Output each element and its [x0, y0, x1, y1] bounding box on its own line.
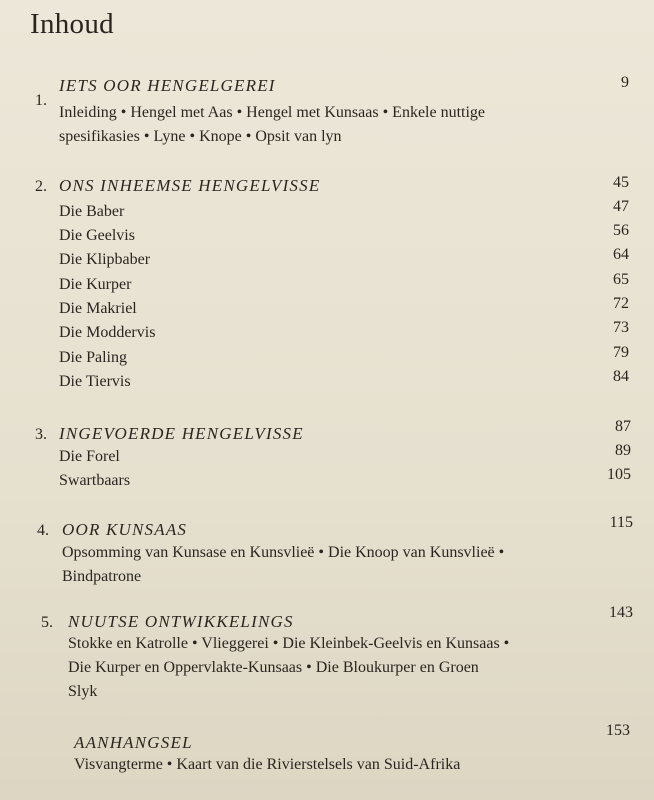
toc-entry-page: 56 — [613, 222, 629, 239]
section-line: Opsomming van Kunsase en Kunsvlieë • Die Knoop van Kunsvlieë • — [62, 544, 505, 561]
section-title: NUUTSE ONTWIKKELINGS — [68, 612, 294, 631]
section-line: Bindpatrone — [62, 568, 142, 585]
section-title: INGEVOERDE HENGELVISSE — [59, 424, 304, 443]
page-title: Inhoud — [30, 8, 114, 40]
toc-entry-label: Die Tiervis — [59, 373, 131, 390]
toc-entry-label: Die Makriel — [59, 300, 137, 317]
toc-entry-page: 84 — [613, 368, 629, 385]
section-line: Visvangterme • Kaart van die Rivierstelsels van Suid-Afrika — [74, 756, 461, 773]
section-title: ONS INHEEMSE HENGELVISSE — [59, 176, 321, 195]
toc-entry-label: Die Geelvis — [59, 227, 135, 244]
section-line: Die Kurper en Oppervlakte-Kunsaas • Die Bloukurper en Groen — [68, 659, 479, 676]
toc-entry-page: 64 — [613, 246, 629, 263]
section-title: IETS OOR HENGELGEREI — [59, 76, 276, 95]
toc-entry-page: 72 — [613, 295, 629, 312]
section-line: Slyk — [68, 683, 98, 700]
section-number: 1. — [35, 92, 47, 109]
section-page: 45 — [613, 174, 629, 191]
section-title: OOR KUNSAAS — [62, 520, 188, 539]
toc-entry-page: 47 — [613, 198, 629, 215]
toc-entry-page: 79 — [613, 344, 629, 361]
section-line: spesifikasies • Lyne • Knope • Opsit van lyn — [59, 128, 342, 145]
toc-entry-label: Die Kurper — [59, 276, 132, 293]
toc-entry-page: 65 — [613, 271, 629, 288]
section-page: 115 — [609, 514, 633, 531]
toc-entry-label: Die Baber — [59, 203, 125, 220]
section-line: Inleiding • Hengel met Aas • Hengel met Kunsaas • Enkele nuttige — [59, 104, 486, 121]
toc-entry-label: Die Klipbaber — [59, 251, 151, 268]
section-number: 2. — [35, 178, 47, 195]
section-page: 143 — [609, 604, 633, 621]
section-page: 87 — [615, 418, 631, 435]
toc-entry-label: Swartbaars — [59, 472, 131, 489]
section-page: 9 — [621, 74, 629, 91]
toc-entry-page: 105 — [607, 466, 631, 483]
section-page: 153 — [606, 722, 630, 739]
toc-entry-page: 89 — [615, 442, 631, 459]
toc-entry-label: Die Moddervis — [59, 324, 156, 341]
section-number: 3. — [35, 426, 47, 443]
toc-entry-label: Die Forel — [59, 448, 120, 465]
toc-entry-page: 73 — [613, 319, 629, 336]
section-number: 5. — [41, 614, 53, 631]
section-number: 4. — [37, 522, 49, 539]
section-title: AANHANGSEL — [74, 733, 193, 752]
section-line: Stokke en Katrolle • Vlieggerei • Die Kleinbek-Geelvis en Kunsaas • — [68, 635, 510, 652]
toc-entry-label: Die Paling — [59, 349, 127, 366]
